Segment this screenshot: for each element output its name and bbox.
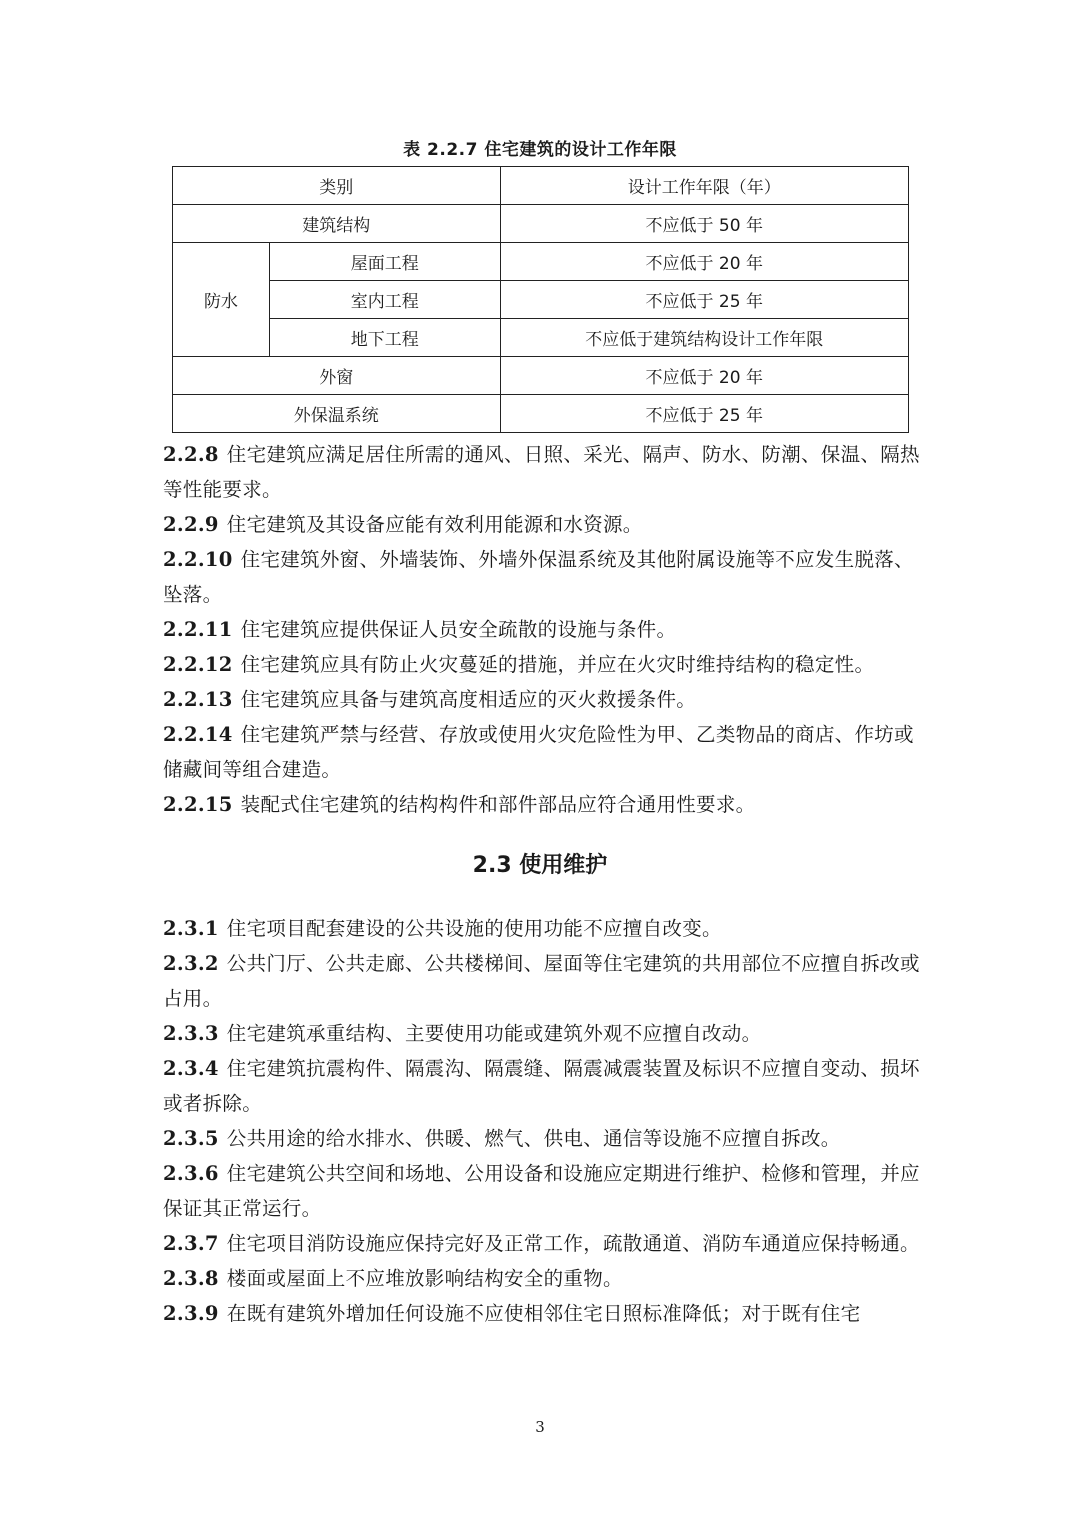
clause [163, 787, 923, 822]
table-row [173, 357, 909, 395]
clause-text: 住宅建筑应具有防止火灾蔓延的措施，并应在火灾时维持结构的稳定性。 [240, 653, 875, 676]
clause [163, 1051, 923, 1121]
header-value: 设计工作年限（年） [500, 167, 908, 205]
clause-number: 2.3.5 [163, 1127, 219, 1150]
row-label-insulation: 外保温系统 [173, 395, 501, 433]
clauses-section-2-2 [163, 437, 923, 822]
clause [163, 1226, 923, 1261]
clause-number: 2.2.9 [163, 513, 219, 536]
clause [163, 1296, 923, 1331]
clause [163, 507, 923, 542]
clause-number: 2.2.11 [163, 618, 233, 641]
clause-number: 2.2.8 [163, 443, 219, 466]
clause-text: 住宅项目配套建设的公共设施的使用功能不应擅自改变。 [226, 917, 722, 940]
row-value-underground: 不应低于建筑结构设计工作年限 [500, 319, 908, 357]
clause-text: 装配式住宅建筑的结构构件和部件部品应符合通用性要求。 [240, 793, 756, 816]
clause [163, 946, 923, 1016]
clause-text: 楼面或屋面上不应堆放影响结构安全的重物。 [226, 1267, 623, 1290]
clause-number: 2.3.8 [163, 1267, 219, 1290]
clause [163, 717, 923, 787]
row-value-roof: 不应低于 20 年 [500, 243, 908, 281]
clause-text: 公共用途的给水排水、供暖、燃气、供电、通信等设施不应擅自拆改。 [226, 1127, 841, 1150]
clause-number: 2.3.1 [163, 917, 219, 940]
clause-number: 2.2.12 [163, 653, 233, 676]
clause-text: 住宅建筑抗震构件、隔震沟、隔震缝、隔震减震装置及标识不应擅自变动、损坏或者拆除。 [163, 1057, 920, 1115]
clause-text: 住宅建筑及其设备应能有效利用能源和水资源。 [226, 513, 643, 536]
row-value-structure: 不应低于 50 年 [500, 205, 908, 243]
row-value-window: 不应低于 20 年 [500, 357, 908, 395]
clause-text: 在既有建筑外增加任何设施不应使相邻住宅日照标准降低；对于既有住宅 [226, 1302, 861, 1325]
row-label-window: 外窗 [173, 357, 501, 395]
clause [163, 1156, 923, 1226]
clause-number: 2.3.7 [163, 1232, 219, 1255]
header-category: 类别 [173, 167, 501, 205]
design-life-table [172, 166, 909, 433]
clause-number: 2.3.9 [163, 1302, 219, 1325]
section-heading: 2.3 使用维护 [472, 853, 608, 878]
clause-text: 住宅建筑公共空间和场地、公用设备和设施应定期进行维护、检修和管理，并应保证其正常运行。 [163, 1162, 920, 1220]
clause-number: 2.3.6 [163, 1162, 219, 1185]
row-value-indoor: 不应低于 25 年 [500, 281, 908, 319]
clauses-section-2-3 [163, 911, 923, 1331]
table-row [173, 205, 909, 243]
table-row [173, 243, 909, 281]
row-label-indoor: 室内工程 [269, 281, 500, 319]
clause-number: 2.2.10 [163, 548, 233, 571]
clause-text: 住宅建筑应满足居住所需的通风、日照、采光、隔声、防水、防潮、保温、隔热等性能要求。 [163, 443, 920, 501]
clause [163, 437, 923, 507]
row-label-structure: 建筑结构 [173, 205, 501, 243]
table-row [173, 395, 909, 433]
clause [163, 911, 923, 946]
clause-number: 2.2.13 [163, 688, 233, 711]
table-row [173, 319, 909, 357]
row-label-underground: 地下工程 [269, 319, 500, 357]
clause-number: 2.2.15 [163, 793, 233, 816]
table-header-row [173, 167, 909, 205]
clause [163, 1261, 923, 1296]
clause [163, 647, 923, 682]
clause-number: 2.3.2 [163, 952, 219, 975]
page-number: 3 [535, 1418, 545, 1436]
clause-text: 住宅建筑承重结构、主要使用功能或建筑外观不应擅自改动。 [226, 1022, 762, 1045]
clause-text: 住宅建筑严禁与经营、存放或使用火灾危险性为甲、乙类物品的商店、作坊或储藏间等组合建造。 [163, 723, 914, 781]
clause-text: 住宅建筑应提供保证人员安全疏散的设施与条件。 [240, 618, 677, 641]
clause [163, 542, 923, 612]
clause-text: 住宅项目消防设施应保持完好及正常工作，疏散通道、消防车通道应保持畅通。 [226, 1232, 920, 1255]
clause [163, 682, 923, 717]
row-group-waterproof: 防水 [173, 243, 270, 357]
row-label-roof: 屋面工程 [269, 243, 500, 281]
clause-number: 2.2.14 [163, 723, 233, 746]
clause [163, 1121, 923, 1156]
clause-text: 住宅建筑应具备与建筑高度相适应的灭火救援条件。 [240, 688, 697, 711]
clause [163, 1016, 923, 1051]
table-caption: 表 2.2.7 住宅建筑的设计工作年限 [403, 140, 677, 160]
clause-text: 公共门厅、公共走廊、公共楼梯间、屋面等住宅建筑的共用部位不应擅自拆改或占用。 [163, 952, 920, 1010]
clause-text: 住宅建筑外窗、外墙装饰、外墙外保温系统及其他附属设施等不应发生脱落、坠落。 [163, 548, 914, 606]
row-value-insulation: 不应低于 25 年 [500, 395, 908, 433]
clause [163, 612, 923, 647]
clause-number: 2.3.4 [163, 1057, 219, 1080]
clause-number: 2.3.3 [163, 1022, 219, 1045]
table-row [173, 281, 909, 319]
